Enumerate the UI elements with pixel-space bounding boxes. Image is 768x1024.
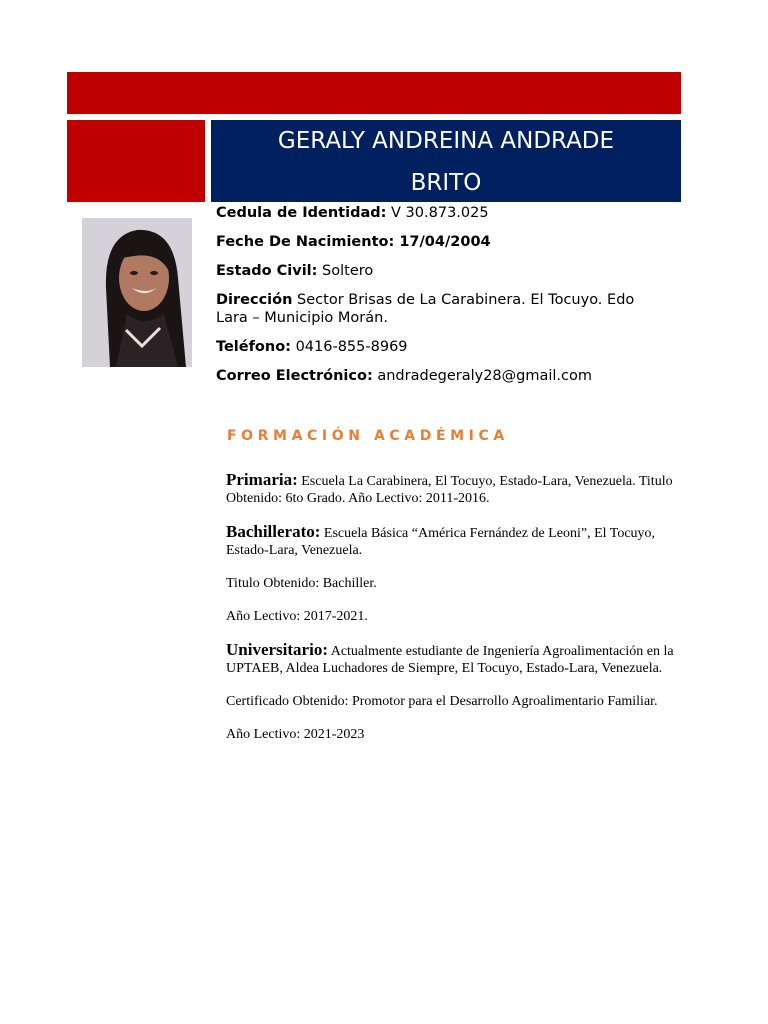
header-red-block: [67, 120, 205, 202]
portrait-illustration: [82, 218, 192, 367]
civil-row: [216, 262, 656, 280]
email-label: Correo Electrónico:: [216, 368, 373, 384]
address-value: Sector Brisas de La Carabinera. El Tocuyo. Edo Lara – Municipio Morán.: [216, 292, 635, 326]
uni-label: Universitario:: [226, 640, 328, 659]
uni-entry: [226, 641, 696, 677]
phone-value: 0416-855-8969: [290, 339, 408, 355]
full-name-line1: GERALY ANDREINA ANDRADE: [277, 128, 615, 154]
high-label: Bachillerato:: [226, 522, 321, 541]
uni-cert: Certificado Obtenido: Promotor para el Desarrollo Agroalimentario Familiar.: [226, 694, 658, 709]
education-section: [226, 471, 696, 759]
header-red-bar: [67, 72, 681, 114]
address-label: Dirección: [216, 292, 293, 308]
birth-label: Feche De Nacimiento: 17/04/2004: [216, 234, 491, 250]
birth-row: [216, 233, 656, 251]
personal-info: [216, 204, 656, 396]
primary-label: Primaria:: [226, 470, 298, 489]
email-value: andradegeraly28@gmail.com: [372, 368, 592, 384]
profile-photo: [82, 218, 192, 367]
high-entry: [226, 523, 696, 559]
name-banner: [211, 120, 681, 202]
primary-entry: [226, 471, 696, 507]
high-text: Escuela Básica “América Fernández de Leoni”, El Tocuyo, Estado-Lara, Venezuela.: [226, 526, 656, 558]
uni-year: Año Lectivo: 2021-2023: [226, 727, 365, 742]
id-value: V 30.873.025: [386, 205, 489, 221]
section-title-education: FORMACIÓN ACADÉMICA: [227, 428, 509, 444]
high-year: Año Lectivo: 2017-2021.: [226, 609, 368, 624]
address-row: [216, 291, 656, 327]
email-row: [216, 367, 656, 385]
full-name-line2: BRITO: [410, 170, 482, 196]
civil-value: Soltero: [317, 263, 374, 279]
high-title: Titulo Obtenido: Bachiller.: [226, 576, 377, 591]
uni-text: Actualmente estudiante de Ingeniería Agroalimentación en la UPTAEB, Aldea Luchadores de Siempre, El Tocuyo, Estado-Lara, Venezuela.: [226, 644, 674, 676]
phone-label: Teléfono:: [216, 339, 291, 355]
id-row: [216, 204, 656, 222]
id-label: Cedula de Identidad:: [216, 205, 387, 221]
primary-text: Escuela La Carabinera, El Tocuyo, Estado-Lara, Venezuela. Titulo Obtenido: 6to Grado. Año Lectivo: 2011-2016.: [226, 474, 673, 506]
civil-label: Estado Civil:: [216, 263, 318, 279]
phone-row: [216, 338, 656, 356]
